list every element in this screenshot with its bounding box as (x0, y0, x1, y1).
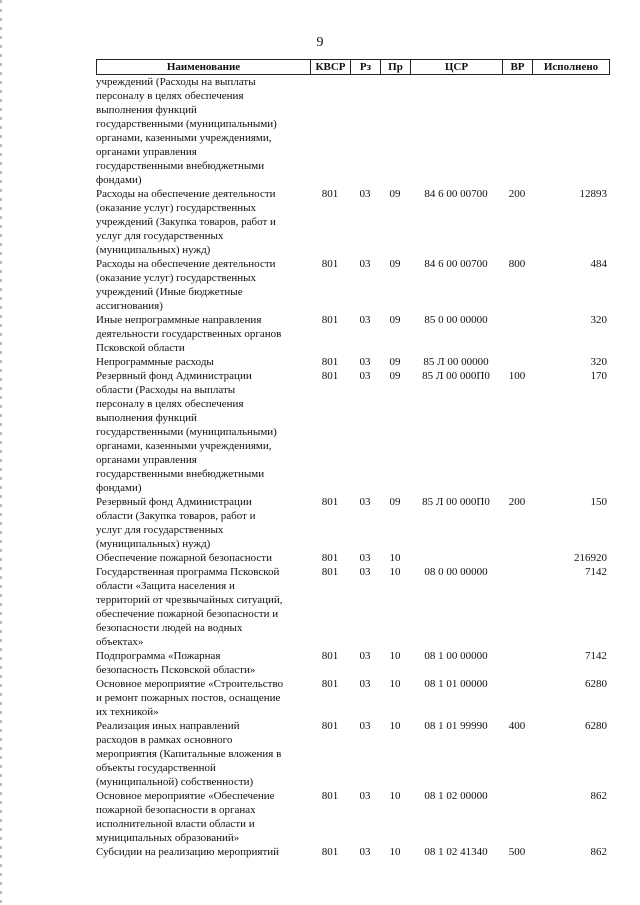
row-name-line: Резервный фонд Администрации (96, 496, 252, 508)
row-csr: 08 1 00 00000 (424, 650, 488, 662)
table-row (96, 845, 610, 859)
row-name (96, 649, 310, 677)
row-name-line: Псковской области (96, 342, 185, 354)
table-row (96, 719, 610, 789)
row-rz: 03 (359, 188, 371, 200)
table-header (96, 59, 610, 75)
row-name-line: (муниципальных) нужд) (96, 244, 211, 256)
row-pr: 09 (389, 188, 401, 200)
row-vr (502, 75, 532, 187)
row-name-line: исполнительной власти области и (96, 818, 255, 830)
row-executed: 320 (590, 356, 607, 368)
row-vr: 800 (508, 258, 526, 270)
page-number: 9 (316, 35, 324, 50)
table-row (96, 495, 610, 551)
row-name-line: учреждений (Закупка товаров, работ и (96, 216, 276, 228)
table-body (96, 75, 610, 859)
row-name (96, 677, 310, 719)
row-pr: 10 (389, 846, 401, 858)
row-name-line: (оказание услуг) государственных (96, 272, 257, 284)
row-pr: 09 (389, 258, 401, 270)
row-kvsr: 801 (321, 720, 339, 732)
row-name-line: Государственная программа Псковской (96, 566, 280, 578)
row-name-line: органами управления (96, 146, 197, 158)
row-pr (380, 75, 410, 187)
row-rz: 03 (359, 552, 371, 564)
row-name-line: (муниципальной) собственности) (96, 776, 254, 788)
row-name-line: безопасность Псковской области» (96, 664, 256, 676)
row-name (96, 75, 310, 187)
row-name-line: выполнения функций (96, 412, 197, 424)
row-name-line: муниципальных образований» (96, 832, 240, 844)
row-name-line: органами, казенными учреждениями, (96, 132, 272, 144)
row-kvsr: 801 (321, 846, 339, 858)
row-name-line: государственными внебюджетными (96, 160, 265, 172)
row-name-line: учреждений (Расходы на выплаты (96, 76, 256, 88)
row-name-line: Расходы на обеспечение деятельности (96, 258, 276, 270)
header-vr: ВР (502, 60, 532, 74)
row-name (96, 495, 310, 551)
row-rz: 03 (359, 370, 371, 382)
row-name (96, 565, 310, 649)
row-csr: 84 6 00 00700 (424, 188, 488, 200)
row-rz: 03 (359, 314, 371, 326)
row-kvsr: 801 (321, 566, 339, 578)
row-name (96, 257, 310, 313)
row-name-line: Непрограммные расходы (96, 356, 214, 368)
row-name-line: территорий от чрезвычайных ситуаций, (96, 594, 283, 606)
row-rz: 03 (359, 678, 371, 690)
row-name-line: учреждений (Иные бюджетные (96, 286, 243, 298)
row-rz: 03 (359, 356, 371, 368)
row-name-line: пожарной безопасности в органах (96, 804, 256, 816)
table-row (96, 75, 610, 187)
row-pr: 10 (389, 566, 401, 578)
row-vr: 200 (508, 496, 526, 508)
row-name (96, 845, 310, 859)
row-name-line: Подпрограмма «Пожарная (96, 650, 221, 662)
row-kvsr: 801 (321, 258, 339, 270)
row-name-line: Иные непрограммные направления (96, 314, 262, 326)
row-vr (502, 313, 532, 355)
row-name-line: органами, казенными учреждениями, (96, 440, 272, 452)
row-rz: 03 (359, 566, 371, 578)
row-pr: 10 (389, 552, 401, 564)
row-name-line: мероприятия (Капитальные вложения в (96, 748, 282, 760)
row-name (96, 187, 310, 257)
row-csr: 85 Л 00 00000 (423, 356, 489, 368)
row-name-line: услуг для государственных (96, 524, 224, 536)
row-name-line: выполнения функций (96, 104, 197, 116)
row-rz: 03 (359, 720, 371, 732)
row-name-line: Расходы на обеспечение деятельности (96, 188, 276, 200)
table-row (96, 369, 610, 495)
row-name-line: обеспечение пожарной безопасности и (96, 608, 279, 620)
row-pr: 10 (389, 678, 401, 690)
row-name-line: ассигнования) (96, 300, 163, 312)
row-pr: 10 (389, 650, 401, 662)
row-vr: 200 (508, 188, 526, 200)
row-name-line: Резервный фонд Администрации (96, 370, 252, 382)
row-rz: 03 (359, 846, 371, 858)
row-pr: 09 (389, 356, 401, 368)
row-name-line: органами управления (96, 454, 197, 466)
row-executed: 12893 (579, 188, 607, 200)
row-executed: 320 (590, 314, 607, 326)
row-name-line: объекты государственной (96, 762, 216, 774)
row-name-line: фондами) (96, 174, 142, 186)
row-rz: 03 (359, 496, 371, 508)
row-name-line: Субсидии на реализацию мероприятий (96, 846, 280, 858)
header-kvsr: КВСР (310, 60, 350, 74)
row-executed: 7142 (585, 650, 607, 662)
row-pr: 10 (389, 720, 401, 732)
header-pr: Пр (380, 60, 410, 74)
row-pr: 09 (389, 496, 401, 508)
row-pr: 09 (389, 370, 401, 382)
table-row (96, 257, 610, 313)
row-vr: 500 (508, 846, 526, 858)
row-name-line: фондами) (96, 482, 142, 494)
row-vr (502, 565, 532, 649)
row-csr: 08 1 01 99990 (424, 720, 488, 732)
row-name-line: Основное мероприятие «Обеспечение (96, 790, 275, 802)
row-executed: 7142 (585, 566, 607, 578)
row-vr (502, 649, 532, 677)
row-csr: 84 6 00 00700 (424, 258, 488, 270)
row-name-line: Реализация иных направлений (96, 720, 240, 732)
row-executed: 6280 (585, 720, 607, 732)
row-kvsr: 801 (321, 650, 339, 662)
row-rz (350, 75, 380, 187)
row-name (96, 789, 310, 845)
row-name-line: персоналу в целях обеспечения (96, 90, 244, 102)
row-rz: 03 (359, 790, 371, 802)
row-executed: 862 (590, 790, 607, 802)
row-name-line: объектах» (96, 636, 144, 648)
row-name-line: безопасности людей на водных (96, 622, 243, 634)
row-vr (502, 551, 532, 565)
row-csr (410, 551, 502, 565)
row-csr: 85 Л 00 000П0 (422, 496, 490, 508)
row-name-line: области (Закупка товаров, работ и (96, 510, 256, 522)
row-name-line: услуг для государственных (96, 230, 224, 242)
row-kvsr: 801 (321, 678, 339, 690)
budget-table (96, 59, 610, 859)
table-row (96, 313, 610, 355)
row-executed (532, 75, 610, 187)
row-executed: 216920 (574, 552, 607, 564)
row-executed: 150 (590, 496, 607, 508)
row-rz: 03 (359, 650, 371, 662)
row-executed: 862 (590, 846, 607, 858)
table-row (96, 187, 610, 257)
row-csr: 08 1 02 00000 (424, 790, 488, 802)
row-csr: 08 0 00 00000 (424, 566, 488, 578)
row-kvsr: 801 (321, 314, 339, 326)
row-vr (502, 789, 532, 845)
row-kvsr: 801 (321, 188, 339, 200)
table-row (96, 649, 610, 677)
table-row (96, 551, 610, 565)
row-executed: 484 (590, 258, 607, 270)
row-kvsr: 801 (321, 356, 339, 368)
row-csr: 85 0 00 00000 (424, 314, 488, 326)
row-csr: 85 Л 00 000П0 (422, 370, 490, 382)
row-kvsr: 801 (321, 790, 339, 802)
row-kvsr: 801 (321, 496, 339, 508)
row-name-line: расходов в рамках основного (96, 734, 233, 746)
row-pr: 10 (389, 790, 401, 802)
row-name-line: области (Расходы на выплаты (96, 384, 236, 396)
header-name: Наименование (96, 60, 310, 74)
table-row (96, 355, 610, 369)
row-name (96, 369, 310, 495)
row-name-line: их техникой» (96, 706, 159, 718)
row-csr (410, 75, 502, 187)
row-name (96, 355, 310, 369)
row-name-line: (муниципальных) нужд) (96, 538, 211, 550)
row-name (96, 313, 310, 355)
scan-edge (0, 0, 2, 905)
row-kvsr: 801 (321, 370, 339, 382)
table-row (96, 565, 610, 649)
row-kvsr: 801 (321, 552, 339, 564)
table-row (96, 789, 610, 845)
row-vr (502, 355, 532, 369)
row-name-line: области «Защита населения и (96, 580, 235, 592)
row-name (96, 719, 310, 789)
row-name-line: персоналу в целях обеспечения (96, 398, 244, 410)
row-name-line: Обеспечение пожарной безопасности (96, 552, 273, 564)
row-name-line: и ремонт пожарных постов, оснащение (96, 692, 281, 704)
header-csr: ЦСР (410, 60, 502, 74)
row-vr (502, 677, 532, 719)
row-pr: 09 (389, 314, 401, 326)
row-kvsr (310, 75, 350, 187)
header-executed: Исполнено (532, 60, 610, 74)
row-name-line: Основное мероприятие «Строительство (96, 678, 284, 690)
row-name-line: деятельности государственных органов (96, 328, 282, 340)
row-vr: 400 (508, 720, 526, 732)
row-rz: 03 (359, 258, 371, 270)
header-rz: Рз (350, 60, 380, 74)
row-name-line: государственными (муниципальными) (96, 118, 277, 130)
row-name (96, 551, 310, 565)
row-vr: 100 (508, 370, 526, 382)
row-executed: 170 (590, 370, 607, 382)
row-name-line: (оказание услуг) государственных (96, 202, 257, 214)
row-csr: 08 1 02 41340 (424, 846, 488, 858)
row-name-line: государственными внебюджетными (96, 468, 265, 480)
table-row (96, 677, 610, 719)
row-csr: 08 1 01 00000 (424, 678, 488, 690)
row-name-line: государственными (муниципальными) (96, 426, 277, 438)
row-executed: 6280 (585, 678, 607, 690)
